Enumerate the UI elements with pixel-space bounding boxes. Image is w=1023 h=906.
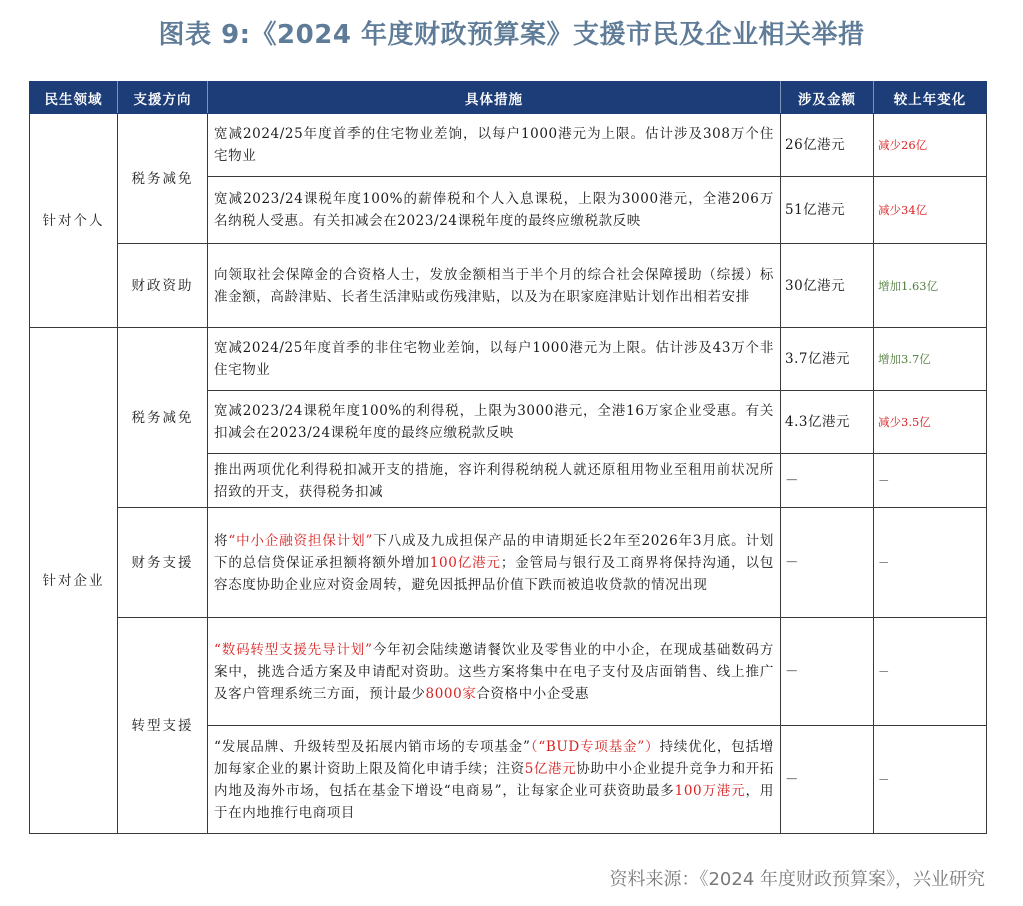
measure-cell: [208, 726, 781, 834]
measure-cell: 宽减2023/24课税年度100%的薪俸税和个人入息课税，上限为3000港元，全港206万名纳税人受惠。有关扣减会在2023/24课税年度的最终应缴税款反映: [208, 177, 781, 244]
change-cell: 增加3.7亿: [874, 328, 987, 391]
source-note: 资料来源：《2024 年度财政预算案》，兴业研究: [609, 869, 985, 890]
amount-cell: －: [781, 618, 874, 726]
measure-cell: 宽减2024/25年度首季的非住宅物业差饷，以每户1000港元为上限。估计涉及43万个非住宅物业: [208, 328, 781, 391]
measure-text: 合资格中小企受惠: [476, 685, 590, 702]
measure-text: 将: [214, 532, 229, 549]
direction-tax-relief-enterprise: 税务减免: [118, 328, 208, 508]
group-enterprise: 针对企业: [30, 328, 118, 834]
header-amount: 涉及金额: [781, 82, 874, 114]
highlight-text: 5亿港元: [524, 760, 577, 777]
measure-cell: 宽减2024/25年度首季的住宅物业差饷，以每户1000港元为上限。估计涉及308万个住宅物业: [208, 114, 781, 177]
measure-text: 下八成及九成担保产品的申请期延长2年至2026年3月底。计划下的总信贷保证承担额将额外增加: [214, 532, 774, 571]
amount-cell: 26亿港元: [781, 114, 874, 177]
highlight-text: （“BUD专项基金”）: [530, 738, 660, 755]
page-title: 图表 9:《2024 年度财政预算案》支援市民及企业相关举措: [158, 20, 865, 50]
amount-cell: 51亿港元: [781, 177, 874, 244]
highlight-text: 100亿港元: [429, 554, 501, 571]
table-row: [30, 244, 987, 328]
measure-cell: 推出两项优化利得税扣减开支的措施，容许利得税纳税人就还原租用物业至租用前状况所招致的开支，获得税务扣减: [208, 454, 781, 508]
header-direction: 支援方向: [118, 82, 208, 114]
measure-text: ，用于在内地推行电商项目: [214, 782, 774, 821]
change-cell: －: [874, 454, 987, 508]
direction-tax-relief-individual: 税务减免: [118, 114, 208, 244]
header-measure: 具体措施: [208, 82, 781, 114]
header-domain: 民生领域: [30, 82, 118, 114]
table-row: [30, 618, 987, 726]
measure-text: 持续优化，包括增加每家企业的累计资助上限及简化申请手续；注资: [214, 738, 774, 777]
header-change: 较上年变化: [874, 82, 987, 114]
measure-text: 今年初会陆续邀请餐饮业及零售业的中小企，在现成基础数码方案中，挑选合适方案及申请配对资助。这些方案将集中在电子支付及店面销售、线上推广及客户管理系统三方面，预计最少: [214, 641, 774, 702]
amount-cell: －: [781, 454, 874, 508]
amount-cell: －: [781, 726, 874, 834]
measure-text: “发展品牌、升级转型及拓展内销市场的专项基金”: [214, 738, 531, 755]
amount-cell: 30亿港元: [781, 244, 874, 328]
change-cell: －: [874, 508, 987, 618]
change-cell: 减少26亿: [874, 114, 987, 177]
table-row: [30, 328, 987, 391]
measure-cell: 宽减2023/24课税年度100%的利得税，上限为3000港元，全港16万家企业受惠。有关扣减会在2023/24课税年度的最终应缴税款反映: [208, 391, 781, 454]
measure-text: ；金管局与银行及工商界将保持沟通，以包容态度协助企业应对资金周转，避免因抵押品价值下跌而被追收贷款的情况出现: [214, 554, 775, 593]
measure-cell: [208, 618, 781, 726]
direction-financing-support: 财务支援: [118, 508, 208, 618]
highlight-text: “数码转型支援先导计划”: [214, 641, 373, 658]
table-header-row: [30, 82, 987, 114]
measure-text: 协助中小企业提升竞争力和开拓内地及海外市场，包括在基金下增设“电商易”，让每家企业可获资助最多: [214, 760, 774, 799]
change-cell: －: [874, 726, 987, 834]
table-row: [30, 114, 987, 177]
direction-financial-aid: 财政资助: [118, 244, 208, 328]
measures-table: [29, 81, 987, 834]
amount-cell: 3.7亿港元: [781, 328, 874, 391]
highlight-text: 100万港元: [674, 782, 746, 799]
measure-cell: 向领取社会保障金的合资格人士，发放金额相当于半个月的综合社会保障援助（综援）标准金额，高龄津贴、长者生活津贴或伤残津贴，以及为在职家庭津贴计划作出相若安排: [208, 244, 781, 328]
amount-cell: －: [781, 508, 874, 618]
highlight-text: 8000家: [425, 685, 477, 702]
change-cell: 增加1.63亿: [874, 244, 987, 328]
change-cell: 减少3.5亿: [874, 391, 987, 454]
change-cell: －: [874, 618, 987, 726]
measure-cell: [208, 508, 781, 618]
change-cell: 减少34亿: [874, 177, 987, 244]
table-row: [30, 508, 987, 618]
highlight-text: “中小企融资担保计划”: [228, 532, 374, 549]
group-individual: 针对个人: [30, 114, 118, 328]
amount-cell: 4.3亿港元: [781, 391, 874, 454]
direction-transformation-support: 转型支援: [118, 618, 208, 834]
